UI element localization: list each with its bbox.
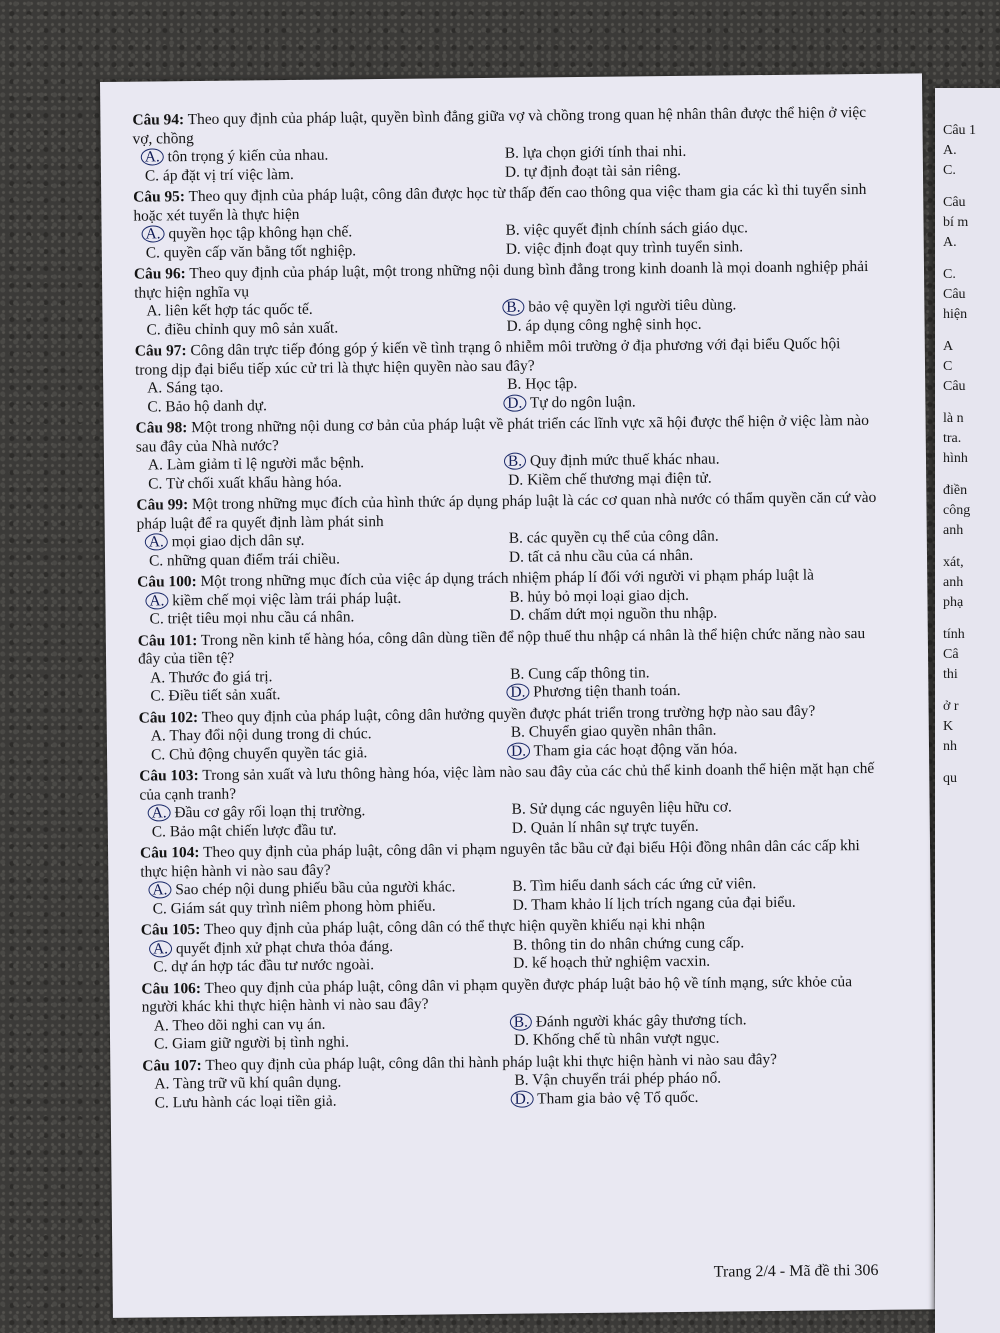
option-letter: A. [153, 1016, 169, 1034]
question-number: Câu 107: [142, 1056, 202, 1075]
question-block [140, 837, 881, 919]
question-number: Câu 101: [137, 631, 198, 650]
option-letter: D. [513, 954, 529, 972]
answer-options [136, 449, 876, 494]
option-letter: B. [505, 221, 520, 239]
option-letter: B. [504, 144, 519, 162]
option-text: liên kết hợp tác quốc tế. [165, 300, 313, 320]
option-text: Bảo mật chiến lược đầu tư. [169, 821, 337, 840]
option-letter: A. [145, 533, 168, 550]
option-text: Quản lí nhân sự trực tuyến. [530, 817, 699, 837]
option-text: Sao chép nội dung phiếu bầu của người khác. [175, 878, 456, 899]
answer-options [142, 1068, 882, 1113]
answer-option-circled [498, 680, 878, 702]
question-text: Theo quy định của pháp luật, công dân vi phạm nguyên tắc bầu cử đại biểu Hội đồng nhân dân các cấp khi thực hiện hành vi nào sau đây? [140, 837, 860, 881]
option-text: chấm dứt mọi nguồn thu nhập. [528, 604, 718, 624]
option-text: Tham gia các hoạt động văn hóa. [533, 739, 738, 759]
edge-fragment: tính [943, 627, 965, 642]
option-text: hủy bỏ mọi loại giao dịch. [527, 586, 690, 606]
option-text: Vận chuyển trái phép pháo nổ. [532, 1069, 722, 1089]
option-letter: D. [506, 684, 529, 701]
option-letter: A. [146, 302, 162, 320]
option-letter: D. [512, 896, 528, 914]
option-letter: B. [507, 375, 522, 393]
option-letter: B. [502, 299, 524, 316]
answer-option [502, 1028, 882, 1050]
option-letter: C. [148, 474, 163, 493]
option-text: Theo dõi nghi can vụ án. [172, 1015, 326, 1034]
option-text: Lưu hành các loại tiền giả. [172, 1092, 337, 1111]
option-text: quyền học tập không hạn chế. [168, 223, 353, 243]
option-text: Quy định mức thuế khác nhau. [529, 450, 720, 470]
question-number: Câu 99: [136, 496, 189, 514]
question-block [141, 914, 882, 977]
answer-option [142, 1032, 502, 1054]
option-letter: B. [511, 800, 526, 818]
question-text: Theo quy định của pháp luật, công dân được học từ thấp đến cao thông qua việc tham gia các kì thi tuyển sinh hoặc xét tuyển là thực hiện [133, 180, 867, 225]
answer-option [501, 951, 881, 973]
option-text: kế hoạch thử nghiệm vacxin. [531, 952, 711, 972]
question-block [139, 701, 880, 764]
question-text: Trong nền kinh tế hàng hóa, công dân dùng tiền để nộp thuế thu nhập cá nhân là thể hiện chức năng nào sau đây của tiền tệ? [137, 624, 866, 668]
option-letter: A. [142, 225, 165, 242]
option-letter: B. [510, 665, 525, 683]
option-letter: D. [507, 742, 530, 759]
option-text: áp đặt vị trí việc làm. [162, 165, 294, 184]
question-block [136, 489, 877, 571]
option-letter: B. [512, 877, 527, 895]
answer-options [141, 932, 881, 977]
answer-options [134, 218, 874, 263]
adjacent-page-text [943, 122, 976, 790]
question-number: Câu 105: [140, 920, 201, 939]
option-letter: C. [152, 899, 167, 917]
question-block [139, 760, 880, 842]
edge-fragment: là n [943, 411, 964, 426]
option-text: Đầu cơ gây rối loạn thị trường. [174, 802, 366, 822]
option-text: quyết định xử phạt chưa thỏa đáng. [175, 937, 394, 957]
answer-option [497, 544, 877, 566]
edge-fragment: C [943, 359, 953, 374]
question-list [132, 104, 882, 1116]
edge-fragment: điền [943, 483, 968, 498]
option-text: áp dụng công nghệ sinh học. [525, 315, 702, 335]
answer-option [134, 240, 494, 262]
answer-option-circled [495, 390, 875, 412]
answer-option [141, 896, 501, 918]
option-letter: A. [154, 1075, 170, 1093]
option-text: bảo vệ quyền lợi người tiêu dùng. [528, 296, 737, 316]
option-text: việc quyết định chính sách giáo dục. [523, 219, 749, 239]
question-block [132, 104, 873, 186]
edge-fragment: A. [943, 235, 957, 250]
option-text: Sử dụng các nguyên liệu hữu cơ. [529, 798, 732, 818]
option-text: Đánh người khác gây thương tích. [535, 1010, 747, 1030]
option-text: Sáng tạo. [165, 378, 224, 397]
option-letter: C. [148, 551, 164, 570]
answer-options [142, 1009, 882, 1054]
edge-fragment: hình [943, 451, 968, 466]
answer-option-circled [499, 738, 879, 760]
answer-option [135, 394, 495, 416]
option-text: Cung cấp thông tin. [528, 663, 650, 683]
question-text: Theo quy định của pháp luật, một trong những nội dung bình đẳng trong kinh doanh là mọi doanh nghiệp phải thực hiện nghĩa vụ [134, 257, 869, 302]
edge-fragment: A. [943, 143, 957, 158]
option-text: Phương tiện thanh toán. [533, 681, 681, 701]
option-letter: C. [146, 320, 161, 339]
edge-fragment: xát, [943, 555, 964, 570]
option-letter: D. [504, 163, 521, 181]
answer-options [134, 295, 874, 340]
answer-options [137, 526, 877, 571]
option-letter: C. [150, 745, 166, 764]
option-text: Thước đo giá trị. [168, 667, 273, 686]
edge-fragment: nh [943, 739, 957, 754]
answer-options [137, 584, 877, 629]
option-text: các quyền cụ thể của công dân. [526, 527, 719, 547]
option-text: lựa chọn giới tính thai nhi. [522, 142, 687, 162]
question-block [142, 1049, 883, 1112]
option-letter: D. [511, 819, 527, 837]
question-block [141, 972, 882, 1054]
question-block [136, 412, 877, 494]
option-text: Tự do ngôn luận. [529, 392, 636, 412]
option-letter: B. [514, 1071, 529, 1089]
answer-option [494, 236, 874, 258]
answer-options [135, 372, 875, 417]
answer-options [138, 661, 878, 706]
edge-fragment: Câu [943, 195, 966, 210]
option-text: Chủ động chuyển quyền tác giả. [168, 743, 368, 763]
edge-fragment: qu [943, 771, 957, 786]
option-letter: A. [148, 881, 171, 898]
question-block [134, 258, 875, 340]
option-letter: A. [141, 148, 164, 165]
answer-option [498, 603, 878, 625]
question-number: Câu 102: [138, 708, 199, 727]
option-letter: D. [513, 1031, 530, 1049]
answer-option [138, 684, 498, 706]
option-text: Kiềm chế thương mại điện tử. [526, 469, 712, 489]
edge-fragment: C. [943, 267, 956, 282]
question-text: Theo quy định của pháp luật, công dân có thể thực hiện quyền khiếu nại khi nhận [203, 915, 706, 938]
edge-fragment: phạ [943, 595, 964, 610]
question-block [137, 566, 878, 629]
option-text: Giam giữ người bị tình nghi. [171, 1033, 350, 1053]
option-text: mọi giao dịch dân sự. [171, 531, 305, 551]
option-text: triệt tiêu mọi nhu cầu cá nhân. [167, 608, 355, 628]
question-block [135, 335, 876, 417]
answer-option [136, 471, 496, 493]
answer-option [139, 742, 499, 764]
option-text: những quan điểm trái chiều. [166, 550, 340, 569]
question-number: Câu 104: [139, 844, 200, 862]
option-text: tất cả nhu cầu của cá nhân. [527, 546, 694, 566]
option-letter: C. [153, 1035, 169, 1053]
option-letter: D. [506, 317, 522, 335]
option-letter: C. [151, 822, 167, 840]
option-letter: C. [144, 166, 160, 185]
option-letter: D. [508, 548, 525, 566]
option-text: điều chỉnh quy mô sản xuất. [164, 319, 339, 338]
adjacent-page-edge [935, 88, 1000, 1333]
answer-option [133, 163, 493, 185]
answer-option [496, 467, 876, 489]
option-letter: D. [511, 1090, 534, 1107]
question-text: Công dân trực tiếp đóng góp ý kiến về tình trạng ô nhiễm môi trường ở địa phương với đại biểu Quốc hội trong dịp đại biểu tiếp xúc cử tri là thực hiện quyền nào sau đây? [134, 335, 841, 379]
answer-options [139, 720, 879, 765]
question-number: Câu 103: [139, 767, 199, 785]
question-number: Câu 97: [134, 342, 187, 360]
answer-option [493, 159, 873, 181]
question-text: Một trong những nội dung cơ bản của pháp luật về phát triển các lĩnh vực xã hội được thể hiện ở việc làm nào sau đây của Nhà nước? [135, 411, 869, 456]
question-number: Câu 98: [135, 419, 188, 437]
answer-option [494, 313, 874, 335]
option-text: Khống chế tù nhân vượt ngục. [532, 1029, 720, 1049]
question-number: Câu 95: [133, 188, 186, 206]
edge-fragment: Câu [943, 287, 966, 302]
page-footer: Trang 2/4 - Mã đề thi 306 [713, 1261, 879, 1281]
answer-options [133, 141, 873, 186]
answer-option [140, 819, 500, 841]
option-text: Thay đổi nội dung trong di chúc. [169, 725, 372, 745]
answer-option [138, 607, 498, 629]
question-text: Theo quy định của pháp luật, công dân vi phạm quyền được pháp luật bảo hộ về tính mạng, sức khỏe của người khác khi thực hiện hành vi nào sau đây? [141, 972, 853, 1016]
question-text: Theo quy định của pháp luật, công dân thi hành pháp luật khi thực hiện hành vi nào sau đây? [205, 1050, 778, 1074]
option-letter: C. [149, 610, 164, 628]
option-letter: B. [509, 588, 524, 606]
question-number: Câu 96: [133, 265, 186, 283]
option-text: Tàng trữ vũ khí quân dụng. [172, 1073, 342, 1093]
option-letter: C. [145, 243, 161, 262]
option-letter: C. [147, 397, 162, 416]
option-text: Học tập. [525, 375, 578, 393]
option-letter: A. [149, 940, 172, 957]
edge-fragment: Câu 1 [943, 123, 977, 138]
option-text: Giám sát quy trình niêm phong hòm phiếu. [170, 897, 436, 917]
answer-option [500, 815, 880, 837]
question-block [133, 181, 874, 263]
answer-option-circled [503, 1086, 883, 1108]
exam-page [100, 73, 935, 1318]
option-letter: D. [503, 394, 526, 411]
edge-fragment: A [943, 339, 954, 354]
option-text: quyền cấp văn bằng tốt nghiệp. [163, 241, 357, 261]
answer-option [501, 892, 881, 914]
answer-options [140, 874, 880, 919]
edge-fragment: Câu [943, 379, 966, 394]
option-text: tôn trọng ý kiến của nhau. [167, 146, 329, 166]
question-text: Theo quy định của pháp luật, công dân hưởng quyền được phát triển trong trường hợp nào sau đây? [201, 702, 816, 726]
option-letter: D. [505, 240, 521, 258]
question-text: Theo quy định của pháp luật, quyền bình đẳng giữa vợ và chồng trong quan hệ nhân thân được thể hiện ở việc vợ, chồng [132, 103, 867, 148]
edge-fragment: tra. [943, 431, 962, 446]
option-letter: B. [510, 723, 526, 741]
option-text: Chuyển giao quyền nhân thân. [528, 721, 717, 741]
question-number: Câu 106: [141, 979, 202, 998]
option-letter: A. [148, 804, 171, 821]
option-letter: A. [150, 727, 166, 745]
option-letter: A. [150, 668, 166, 687]
option-text: Điều tiết sản xuất. [168, 686, 281, 705]
option-letter: C. [154, 1093, 169, 1111]
option-text: tự định đoạt tài sản riêng. [523, 161, 681, 181]
answer-option [143, 1090, 503, 1112]
option-text: Tìm hiểu danh sách các ứng cử viên. [530, 875, 757, 895]
option-letter: B. [508, 529, 524, 547]
edge-fragment: C. [943, 163, 956, 178]
edge-fragment: ở r [943, 699, 959, 714]
edge-fragment: anh [943, 523, 964, 538]
option-text: Từ chối xuất khẩu hàng hóa. [165, 472, 342, 492]
option-text: Làm giảm tỉ lệ người mắc bệnh. [166, 454, 365, 474]
option-text: dự án hợp tác đầu tư nước ngoài. [171, 956, 375, 976]
question-text: Một trong những mục đích của việc áp dụng trách nhiệm pháp lí đối với người vi phạm pháp luật là [200, 566, 814, 590]
edge-fragment: thi [943, 667, 958, 682]
option-text: Bảo hộ danh dự. [165, 396, 267, 415]
edge-fragment: bí m [943, 215, 969, 230]
option-letter: C. [153, 958, 168, 976]
option-text: Tham gia bảo vệ Tổ quốc. [537, 1088, 699, 1107]
question-block [138, 624, 879, 706]
edge-fragment: Câ [943, 647, 959, 662]
option-text: việc định đoạt quy trình tuyển sinh. [524, 237, 744, 258]
edge-fragment: anh [943, 575, 964, 590]
option-letter: D. [509, 606, 525, 624]
option-letter: B. [504, 453, 526, 470]
option-letter: B. [512, 936, 528, 954]
option-letter: D. [508, 471, 524, 489]
question-number: Câu 94: [132, 111, 185, 129]
option-letter: A. [147, 379, 163, 397]
option-letter: A. [145, 592, 168, 609]
question-text: Một trong những mục đích của hình thức áp dụng pháp luật là các cơ quan nhà nước có thẩm quyền căn cứ vào pháp luật để ra quyết định làm phát sinh [136, 488, 877, 533]
answer-option [141, 955, 501, 977]
edge-fragment: hiện [943, 307, 968, 322]
edge-fragment: công [943, 503, 971, 518]
edge-fragment: K [943, 719, 954, 734]
answer-option [135, 317, 495, 339]
option-letter: A. [147, 456, 164, 474]
option-text: Tham khảo lí lịch trích ngang của đại biểu. [531, 893, 796, 914]
question-text: Trong sản xuất và lưu thông hàng hóa, việc làm nào sau đây của các chủ thể kinh doanh thể hiện mặt hạn chế của cạnh tranh? [139, 759, 875, 804]
option-letter: B. [510, 1013, 532, 1030]
option-text: kiềm chế mọi việc làm trái pháp luật. [172, 589, 402, 609]
answer-option [137, 548, 497, 570]
option-text: thông tin do nhân chứng cung cấp. [530, 933, 745, 954]
answer-options [140, 797, 880, 842]
question-number: Câu 100: [137, 573, 197, 591]
option-letter: C. [150, 687, 165, 705]
